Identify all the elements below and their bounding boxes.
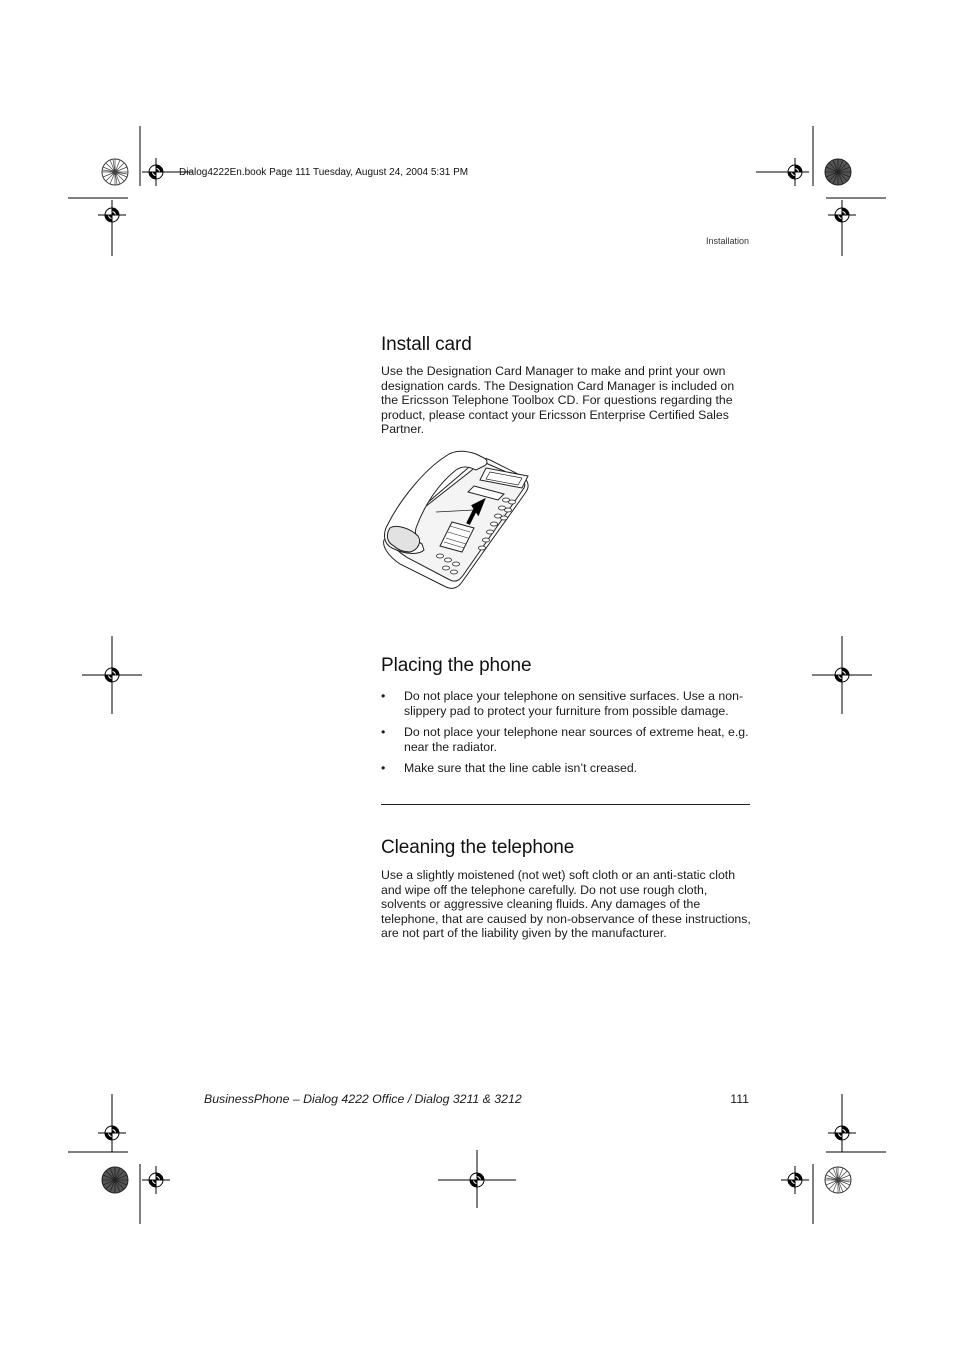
telephone-card-insert-illustration: [378, 448, 538, 590]
list-item-text: Make sure that the line cable isn’t creased.: [404, 761, 638, 776]
placing-list: [381, 689, 751, 776]
list-item-text: Do not place your telephone near sources of extreme heat, e.g. near the radiator.: [404, 725, 749, 754]
heading-placing-the-phone: Placing the phone: [381, 655, 532, 676]
bullet-icon: •: [381, 725, 386, 740]
list-item-text: Do not place your telephone on sensitive surfaces. Use a non-slippery pad to protect your furniture from possible damage.: [404, 689, 744, 718]
section-cleaning-the-telephone: [381, 837, 751, 941]
list-item: [381, 689, 751, 718]
section-divider: [381, 804, 750, 805]
page-number: 111: [730, 1092, 749, 1106]
list-item: [381, 761, 751, 776]
footer-title: BusinessPhone – Dialog 4222 Office / Dialog 3211 & 3212: [204, 1092, 522, 1106]
list-item: [381, 725, 751, 754]
running-header: Installation: [705, 236, 749, 246]
print-info-slug: Dialog4222En.book Page 111 Tuesday, August 24, 2004 5:31 PM: [179, 167, 469, 178]
section-placing-the-phone: [381, 655, 751, 783]
install-card-body: Use the Designation Card Manager to make and print your own designation cards. The Designation Card Manager is included on the Ericsson Telephone Toolbox CD. For questions regarding the product, please contact your Ericsson Enterprise Certified Sales Partner.: [381, 364, 735, 437]
bullet-icon: •: [381, 689, 386, 703]
cleaning-body: Use a slightly moistened (not wet) soft cloth or an anti-static cloth and wipe off the telephone carefully. Do not use rough cloth, solvents or aggressive cleaning fluids. Any damages of the telephone, that are caused by non-observance of these instructions, are not part of the liability given by the manufacturer.: [381, 868, 751, 941]
bullet-icon: •: [381, 761, 386, 776]
heading-install-card: Install card: [381, 334, 472, 355]
section-install-card: [381, 334, 751, 437]
heading-cleaning-the-telephone: Cleaning the telephone: [381, 837, 575, 858]
